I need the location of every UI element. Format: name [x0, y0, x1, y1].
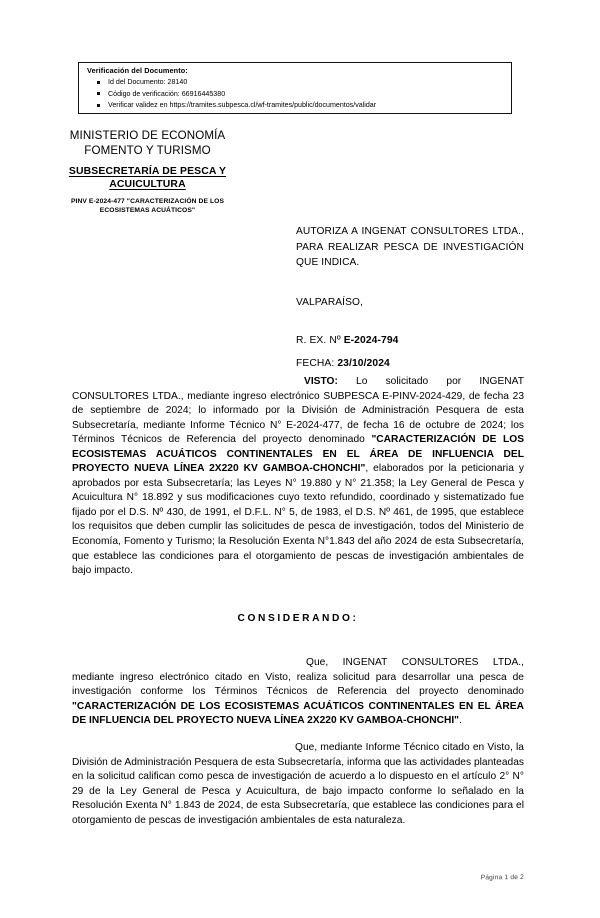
considerando-2-indent — [72, 742, 295, 753]
verification-item-url — [95, 100, 376, 112]
verification-item-text: Verificar validez en https://tramites.subpesca.cl/wf-tramites/public/documentos/validar — [108, 101, 377, 110]
verification-title: Verificación del Documento: — [87, 66, 188, 75]
ministry-line-1: MINISTERIO DE ECONOMÍA — [69, 129, 226, 142]
considerando-1-text-part-1: Que, INGENAT CONSULTORES LTDA., mediante ingreso electrónico citado en Visto, realiza solicitud para desarrollar una pesca de investigación conforme los Términos Técnicos de Referencia del proyecto denominado — [72, 657, 524, 698]
pinv-reference — [40, 197, 255, 215]
verification-item-text: Id del Documento: 28140 — [108, 78, 188, 86]
visto-text-part-1: Lo solicitado por INGENAT CONSULTORES LTDA., mediante ingreso electrónico SUBPESCA E-PINV-2024-429, de fecha 23 de septiembre de 2024; lo informado por la División de Administración Pesquera de esta Subsecretaría, mediante Informe Técnico N° E-2024-477, de fecha 16 de octubre de 2024; los Términos Técnicos de Referencia del proyecto denominado — [72, 376, 524, 446]
bullet-icon — [97, 92, 100, 95]
authorization-subject: AUTORIZA A INGENAT CONSULTORES LTDA., PARA REALIZAR PESCA DE INVESTIGACIÓN QUE INDICA. — [296, 226, 524, 268]
resolution-label: R. EX. Nº — [296, 334, 344, 346]
resolution-number-line — [296, 335, 524, 346]
considerando-2-text: Que, mediante Informe Técnico citado en Visto, la División de Administración Pesquera de esta Subsecretaría, informa que las actividades planteadas en la solicitud califican como pesca de investigación de acuerdo a lo dispuesto en el artículo 2° N° 29 de la Ley General de Pesca y Acuicultura, de bajo impacto conforme lo señalado en la Resolución Exenta N° 1.843 de 2024, de esta Subsecretaría, que establece las condiciones para el otorgamiento de pescas de investigación ambientales de esta naturaleza. — [72, 742, 524, 826]
project-name: "CARACTERIZACIÓN DE LOS ECOSISTEMAS ACUÁTICOS CONTINENTALES EN EL ÁREA DE INFLUENCIA DEL PROYECTO NUEVA LÍNEA 2X220 KV GAMBOA-CHONCHI" — [72, 434, 525, 475]
visto-text-part-2: , elaborados por la peticionaria y aprobados por esta Subsecretaría; las Leyes N° 19.880 y N° 21.358; la Ley General de Pesca y Acuicultura N° 18.892 y sus modificaciones cuyo texto refundido, coordinado y sistematizado fue fijado por el D.S. Nº 430, de 1991, el D.F.L. N° 5, de 1983, el D.S. Nº 461, de 1995, que establece los requisitos que deben cumplir las solicitudes de pesca de investigación, todos del Ministerio de Economía, Fomento y Turismo; la Resolución Exenta N°1.843 del año 2024 de esta Subsecretaría, que establece las condiciones para el otorgamiento de pescas de investigación ambientales de bajo impacto. — [72, 463, 525, 577]
pinv-line-1: PINV E-2024-477 "CARACTERIZACIÓN DE LOS — [70, 197, 225, 205]
verification-item-document-id — [95, 77, 376, 89]
pinv-line-2: ECOSISTEMAS ACUÁTICOS" — [99, 206, 196, 214]
ministry-line-2: FOMENTO Y TURISMO — [84, 144, 211, 157]
verification-item-text: Código de verificación: 66916445380 — [108, 89, 226, 98]
visto-indent — [72, 376, 304, 387]
subsecretaria-heading — [40, 165, 255, 192]
project-name: "CARACTERIZACIÓN DE LOS ECOSISTEMAS ACUÁTICOS CONTINENTALES EN EL ÁREA DE INFLUENCIA DEL PROYECTO NUEVA LÍNEA 2X220 KV GAMBOA-CHONCHI" — [72, 700, 524, 727]
subsecretaria-line-2: ACUICULTURA — [109, 179, 186, 191]
visto-section — [72, 375, 524, 579]
date-value: 23/10/2024 — [337, 357, 390, 369]
visto-paragraph — [72, 375, 524, 579]
institution-header — [40, 128, 255, 215]
subsecretaria-line-1: SUBSECRETARÍA DE PESCA Y — [68, 166, 227, 177]
considerando-item-1 — [72, 656, 524, 729]
resolution-number: E-2024-794 — [343, 334, 399, 346]
resolution-heading-block — [296, 224, 524, 369]
considerando-paragraph-2 — [72, 741, 524, 828]
document-verification-box — [78, 62, 512, 114]
verification-item-code — [95, 89, 376, 101]
considerando-1-indent — [72, 657, 306, 668]
date-label: FECHA: — [296, 357, 338, 369]
considerando-heading: CONSIDERANDO: — [237, 613, 359, 624]
considerando-item-2 — [72, 741, 524, 828]
bullet-icon — [97, 104, 100, 107]
considerando-1-text-part-2: . — [459, 715, 462, 727]
considerando-paragraph-1 — [72, 656, 524, 729]
issue-place: VALPARAÍSO, — [296, 296, 363, 308]
verification-list — [95, 77, 376, 112]
resolution-date-line — [296, 358, 524, 369]
bullet-icon — [97, 81, 100, 84]
page-footer: Página 1 de 2 — [480, 874, 525, 882]
visto-label: VISTO: — [304, 376, 338, 387]
